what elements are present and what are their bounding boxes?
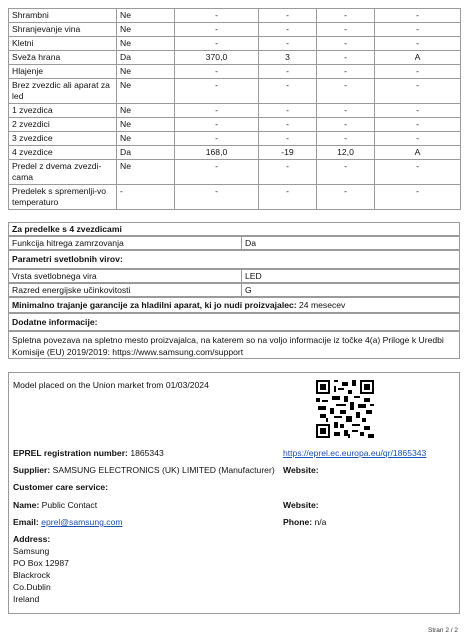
- cell-volume: -: [175, 104, 259, 118]
- cell-present: Ne: [117, 9, 175, 23]
- cell-present: Da: [117, 146, 175, 160]
- additional-heading-row: [8, 313, 460, 331]
- cell-present: Ne: [117, 132, 175, 146]
- email-label: Email:: [13, 517, 39, 527]
- cell-col4: -: [317, 51, 375, 65]
- table-row: [9, 23, 461, 37]
- table-row: [9, 37, 461, 51]
- four-star-heading-row: [8, 222, 460, 236]
- cell-name: Brez zvezdic ali aparat za led: [9, 79, 117, 104]
- supplier-row: [13, 465, 275, 475]
- cell-col5: -: [375, 160, 461, 185]
- light-type-value: LED: [241, 270, 459, 283]
- address-line: Ireland: [13, 594, 40, 604]
- care-label: Customer care service:: [13, 482, 109, 492]
- light-heading: Parametri svetlobnih virov:: [12, 254, 123, 264]
- eprel-row: [13, 448, 164, 458]
- cell-volume: -: [175, 118, 259, 132]
- cell-present: Da: [117, 51, 175, 65]
- light-type-label: Vrsta svetlobnega vira: [12, 271, 97, 281]
- additional-text-line1: Spletna povezava na spletno mesto proizvajalca, na katerem so na voljo informacije iz točke 4(a) Priloge k Uredbi: [12, 335, 444, 345]
- eprel-link[interactable]: https://eprel.ec.europa.eu/qr/1865343: [283, 448, 427, 458]
- address-line: Samsung: [13, 546, 50, 556]
- website-label: Website:: [283, 465, 319, 475]
- cell-present: Ne: [117, 160, 175, 185]
- cell-present: Ne: [117, 79, 175, 104]
- phone-value: n/a: [314, 517, 327, 527]
- table-row: [9, 132, 461, 146]
- name-label: Name:: [13, 500, 40, 510]
- cell-col5: -: [375, 9, 461, 23]
- additional-text-line2: Komisije (EU) 2019/2019: https://www.samsung.com/support: [12, 347, 244, 357]
- cell-present: Ne: [117, 37, 175, 51]
- address-line: PO Box 12987: [13, 558, 69, 568]
- cell-name: Shranjevanje vina: [9, 23, 117, 37]
- cell-name: Hlajenje: [9, 65, 117, 79]
- table-row: [9, 185, 461, 210]
- email-row: [13, 517, 123, 527]
- cell-temp: -: [259, 118, 317, 132]
- cell-name: 2 zvezdici: [9, 118, 117, 132]
- eprel-label: EPREL registration number:: [13, 448, 128, 458]
- cell-temp: -19: [259, 146, 317, 160]
- cell-present: Ne: [117, 104, 175, 118]
- cell-name: 4 zvezdice: [9, 146, 117, 160]
- cell-name: Predelek s spremenlji-vo temperaturo: [9, 185, 117, 210]
- cell-volume: -: [175, 160, 259, 185]
- address-line: Co.Dublin: [13, 582, 51, 592]
- cell-temp: -: [259, 65, 317, 79]
- table-row: [9, 9, 461, 23]
- energy-class-label: Razred energijske učinkovitosti: [12, 285, 131, 295]
- table-row: [9, 51, 461, 65]
- name-value: Public Contact: [41, 500, 98, 510]
- cell-col4: -: [317, 65, 375, 79]
- additional-heading: Dodatne informacije:: [12, 317, 98, 327]
- energy-class-row: [8, 283, 460, 297]
- cell-col5: -: [375, 37, 461, 51]
- cell-temp: -: [259, 37, 317, 51]
- cell-present: -: [117, 185, 175, 210]
- cell-volume: -: [175, 37, 259, 51]
- cell-col4: -: [317, 185, 375, 210]
- cell-col4: -: [317, 23, 375, 37]
- light-heading-row: [8, 250, 460, 269]
- cell-col5: -: [375, 65, 461, 79]
- cell-present: Ne: [117, 118, 175, 132]
- cell-present: Ne: [117, 65, 175, 79]
- cell-volume: -: [175, 65, 259, 79]
- cell-present: Ne: [117, 23, 175, 37]
- cell-col5: A: [375, 146, 461, 160]
- cell-temp: -: [259, 79, 317, 104]
- table-row: [9, 104, 461, 118]
- cell-temp: -: [259, 9, 317, 23]
- quick-freeze-row: [8, 236, 460, 250]
- cell-volume: 370,0: [175, 51, 259, 65]
- email-link[interactable]: eprel@samsung.com: [41, 517, 123, 527]
- additional-text-row: [8, 331, 460, 359]
- cell-col5: -: [375, 185, 461, 210]
- compartments-table: [8, 8, 461, 210]
- address-block: [13, 545, 69, 605]
- cell-name: Kletni: [9, 37, 117, 51]
- cell-name: Predel z dvema zvezdi-cama: [9, 160, 117, 185]
- name-row: [13, 500, 97, 510]
- energy-class-value: G: [241, 284, 459, 297]
- cell-volume: 168,0: [175, 146, 259, 160]
- market-text: Model placed on the Union market from 01/03/2024: [13, 380, 209, 390]
- light-type-row: [8, 269, 460, 283]
- cell-col5: -: [375, 104, 461, 118]
- cell-volume: -: [175, 79, 259, 104]
- compartments-body: [9, 9, 461, 210]
- supplier-label: Supplier:: [13, 465, 51, 475]
- cell-col4: -: [317, 104, 375, 118]
- cell-name: Shrambni: [9, 9, 117, 23]
- table-row: [9, 146, 461, 160]
- cell-col5: A: [375, 51, 461, 65]
- quick-freeze-value: Da: [241, 237, 459, 250]
- cell-temp: -: [259, 160, 317, 185]
- cell-col5: -: [375, 79, 461, 104]
- warranty-label: Minimalno trajanje garancije za hladilni aparat, ki jo nudi proizvajalec:: [12, 300, 297, 310]
- cell-temp: 3: [259, 51, 317, 65]
- cell-name: 3 zvezdice: [9, 132, 117, 146]
- cell-temp: -: [259, 132, 317, 146]
- cell-temp: -: [259, 104, 317, 118]
- cell-volume: -: [175, 185, 259, 210]
- cell-volume: -: [175, 132, 259, 146]
- warranty-row: [8, 297, 460, 313]
- address-line: Blackrock: [13, 570, 51, 580]
- cell-col4: -: [317, 160, 375, 185]
- page-number: Stran 2 / 2: [428, 627, 458, 634]
- qr-code-icon[interactable]: [316, 380, 374, 438]
- cell-col5: -: [375, 118, 461, 132]
- cell-temp: -: [259, 23, 317, 37]
- warranty-value: 24 mesecev: [299, 300, 346, 310]
- cell-col4: -: [317, 37, 375, 51]
- cell-col5: -: [375, 132, 461, 146]
- table-row: [9, 79, 461, 104]
- cell-col5: -: [375, 23, 461, 37]
- eprel-value: 1865343: [130, 448, 164, 458]
- cell-col4: -: [317, 79, 375, 104]
- cell-col4: -: [317, 9, 375, 23]
- four-star-heading: Za predelke s 4 zvezdicami: [12, 224, 122, 234]
- table-row: [9, 160, 461, 185]
- cell-volume: -: [175, 23, 259, 37]
- cell-col4: -: [317, 132, 375, 146]
- eprel-info-box: [8, 372, 460, 614]
- quick-freeze-label: Funkcija hitrega zamrzovanja: [12, 238, 124, 248]
- address-label: Address:: [13, 534, 51, 544]
- cell-volume: -: [175, 9, 259, 23]
- website2-label: Website:: [283, 500, 319, 510]
- cell-name: 1 zvezdica: [9, 104, 117, 118]
- cell-temp: -: [259, 185, 317, 210]
- cell-col4: 12,0: [317, 146, 375, 160]
- table-row: [9, 118, 461, 132]
- table-row: [9, 65, 461, 79]
- supplier-value: SAMSUNG ELECTRONICS (UK) LIMITED (Manufacturer): [52, 465, 275, 475]
- cell-col4: -: [317, 118, 375, 132]
- phone-row: [283, 517, 326, 527]
- phone-label: Phone:: [283, 517, 313, 527]
- cell-name: Sveža hrana: [9, 51, 117, 65]
